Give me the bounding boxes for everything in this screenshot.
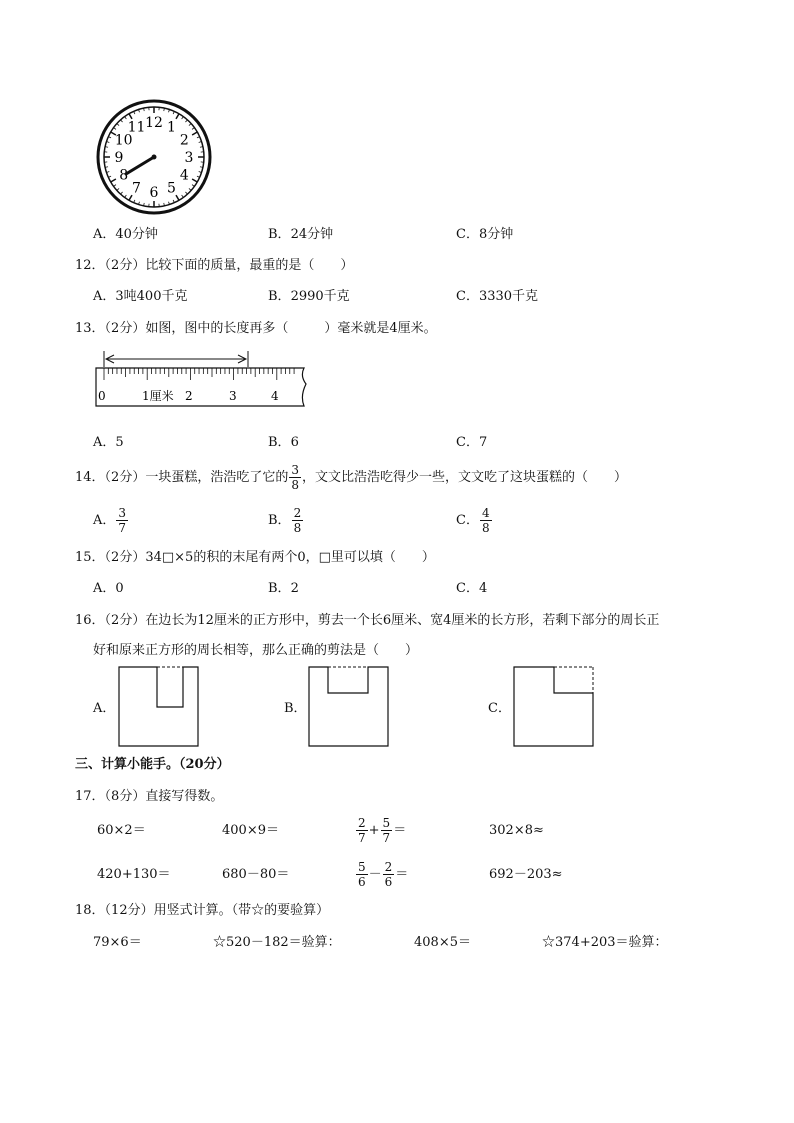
question-text: 直接写得数。 — [145, 789, 224, 804]
q18-item-3[interactable]: 408×5＝ — [414, 935, 471, 950]
fraction — [356, 860, 368, 889]
q11-option-a[interactable] — [93, 227, 158, 243]
clock-number: 10 — [114, 132, 133, 149]
equals: ＝ — [393, 823, 407, 838]
operator: － — [368, 867, 382, 882]
q17-item-5[interactable]: 420+130＝ — [97, 867, 171, 882]
q15-option-b[interactable] — [268, 581, 299, 597]
option-text: 3330千克 — [478, 289, 539, 304]
q11-option-b[interactable] — [268, 227, 333, 243]
option-text: 2990千克 — [290, 289, 350, 304]
q17-item-4[interactable]: 302×8≈ — [489, 823, 544, 838]
option-text: 5 — [115, 435, 124, 450]
option-letter: A． — [93, 289, 116, 304]
question-number: 12． — [75, 258, 105, 273]
option-letter: A． — [93, 435, 116, 450]
fraction — [480, 506, 492, 535]
clock-figure — [92, 98, 216, 216]
option-letter: B． — [268, 289, 291, 304]
denominator: 6 — [358, 875, 366, 889]
fraction — [356, 816, 368, 845]
fraction — [292, 506, 304, 535]
denominator: 7 — [358, 831, 366, 845]
numerator: 4 — [481, 506, 490, 520]
question-number: 13． — [75, 321, 105, 336]
question-score: （8分） — [104, 789, 146, 804]
numerator: 2 — [384, 860, 393, 874]
q15-option-c[interactable] — [456, 581, 487, 597]
q18-stem — [75, 903, 329, 919]
numerator: 2 — [358, 816, 366, 830]
question-score: （2分） — [104, 613, 146, 628]
option-letter: C． — [456, 581, 479, 596]
q13-stem — [75, 321, 437, 337]
option-letter: B． — [268, 435, 291, 450]
question-text: 如图，图中的长度再多（ — [145, 321, 289, 336]
denominator: 7 — [118, 521, 127, 535]
question-number: 17． — [75, 789, 105, 804]
option-letter: C． — [456, 289, 479, 304]
question-number: 15． — [75, 550, 105, 565]
q12-option-b[interactable] — [268, 289, 350, 305]
q12-stem — [75, 258, 353, 274]
numerator: 3 — [118, 506, 127, 520]
option-text: 2 — [290, 581, 299, 596]
q15-option-a[interactable] — [93, 581, 124, 597]
option-text: 6 — [290, 435, 299, 450]
option-letter: A． — [93, 701, 116, 716]
q14-option-a[interactable] — [93, 506, 129, 536]
option-letter: C． — [456, 435, 479, 450]
q18-item-2[interactable]: ☆520－182＝验算： — [213, 935, 341, 950]
numerator: 5 — [382, 816, 391, 830]
clock-number: 8 — [119, 167, 129, 184]
q14-option-c[interactable] — [456, 506, 493, 536]
denominator: 6 — [384, 875, 393, 889]
option-letter: C． — [456, 227, 479, 242]
ruler-label-3: 3 — [229, 389, 237, 403]
denominator: 8 — [481, 521, 490, 535]
q16-stem-line2 — [93, 643, 418, 659]
clock-number: 6 — [149, 185, 159, 201]
clock-number: 7 — [132, 180, 141, 197]
option-letter: B． — [268, 227, 291, 242]
option-letter: A． — [93, 581, 116, 596]
q18-item-1[interactable]: 79×6＝ — [93, 935, 142, 950]
clock-number: 5 — [167, 180, 176, 197]
q16-option-b-letter[interactable] — [284, 701, 307, 717]
q17-item-1[interactable]: 60×2＝ — [97, 823, 146, 838]
q17-item-7[interactable] — [355, 859, 408, 891]
clock-number: 2 — [179, 132, 189, 149]
q16-stem-line1 — [75, 613, 659, 629]
question-score: （12分） — [104, 903, 154, 918]
question-text: 在边长为12厘米的正方形中，剪去一个长6厘米、宽4厘米的长方形，若剩下部分的周长正 — [145, 613, 660, 628]
q14-option-b[interactable] — [268, 506, 304, 536]
q16-option-c-letter[interactable] — [488, 701, 511, 717]
q15-stem — [75, 550, 435, 566]
option-text: 40分钟 — [115, 227, 158, 242]
fraction — [116, 506, 128, 535]
question-text: 比较下面的质量，最重的是（ ） — [145, 258, 354, 273]
q17-item-2[interactable]: 400×9＝ — [222, 823, 279, 838]
ruler-label-2: 2 — [185, 389, 193, 403]
fraction — [289, 463, 301, 492]
option-text: 0 — [115, 581, 124, 596]
question-text: 用竖式计算。（带☆的要验算） — [153, 903, 330, 918]
question-text: 34□×5的积的末尾有两个0，□里可以填（ ） — [145, 550, 435, 565]
question-text: 一块蛋糕，浩浩吃了它的 — [145, 470, 289, 485]
clock-number: 4 — [179, 167, 189, 184]
ruler-label-1: 1厘米 — [142, 389, 174, 403]
question-text-end: ）毫米就是4厘米。 — [324, 321, 437, 336]
option-text: 3吨400千克 — [115, 289, 188, 304]
q16-option-a-letter[interactable] — [93, 701, 115, 717]
numerator: 5 — [358, 860, 366, 874]
fraction — [381, 816, 393, 845]
clock-number: 12 — [145, 115, 163, 131]
q16-option-b-figure[interactable] — [307, 665, 391, 749]
denominator: 7 — [382, 831, 391, 845]
q17-item-3[interactable] — [355, 815, 406, 847]
q17-stem — [75, 789, 223, 805]
q12-option-c[interactable] — [456, 289, 538, 305]
option-letter: A． — [93, 513, 116, 528]
option-letter: B． — [284, 701, 307, 716]
q13-option-a[interactable] — [93, 435, 124, 451]
ruler-label-4: 4 — [271, 389, 279, 403]
numerator: 3 — [291, 463, 299, 477]
cut-square-outline — [514, 667, 593, 746]
q16-option-c-figure[interactable] — [512, 665, 596, 749]
option-letter: C． — [488, 701, 511, 716]
q17-item-6[interactable]: 680－80＝ — [222, 867, 290, 882]
fraction — [383, 860, 395, 889]
question-text: 好和原来正方形的周长相等，那么正确的剪法是（ ） — [93, 643, 419, 658]
q17-item-8[interactable]: 692－203≈ — [489, 867, 563, 882]
option-letter: B． — [268, 513, 291, 528]
question-score: （2分） — [104, 470, 146, 485]
q18-item-4[interactable]: ☆374+203＝验算： — [542, 935, 668, 950]
question-score: （2分） — [104, 550, 146, 565]
question-number: 16． — [75, 613, 105, 628]
question-score: （2分） — [104, 258, 146, 273]
option-letter: B． — [268, 581, 291, 596]
q14-stem — [75, 463, 627, 493]
ruler-figure — [94, 346, 312, 410]
section-title: 三、计算小能手。（20分） — [75, 757, 230, 772]
cut-square-outline — [119, 667, 198, 746]
q13-option-c[interactable] — [456, 435, 487, 451]
option-text: 24分钟 — [290, 227, 334, 242]
equals: ＝ — [395, 867, 409, 882]
clock-center — [152, 155, 157, 160]
option-text: 8分钟 — [478, 227, 514, 242]
question-score: （2分） — [104, 321, 146, 336]
q12-option-a[interactable] — [93, 289, 187, 305]
clock-number: 3 — [184, 150, 194, 166]
clock-number: 11 — [127, 119, 146, 136]
numerator: 2 — [293, 506, 302, 520]
option-letter: A． — [93, 227, 116, 242]
clock-number: 1 — [167, 119, 176, 136]
option-letter: C． — [456, 513, 479, 528]
cut-square-outline — [309, 667, 388, 746]
clock-number: 9 — [114, 150, 124, 166]
q13-option-b[interactable] — [268, 435, 299, 451]
option-text: 4 — [478, 581, 488, 596]
denominator: 8 — [291, 478, 299, 492]
ruler-label-0: 0 — [98, 389, 106, 403]
question-number: 14． — [75, 470, 105, 485]
denominator: 8 — [293, 521, 302, 535]
operator: + — [368, 823, 380, 838]
question-number: 18． — [75, 903, 105, 918]
q11-option-c[interactable] — [456, 227, 513, 243]
q16-option-a-figure[interactable] — [117, 665, 201, 749]
option-text: 7 — [478, 435, 488, 450]
question-text-end: ，文文比浩浩吃得少一些，文文吃了这块蛋糕的（ ） — [301, 470, 627, 485]
